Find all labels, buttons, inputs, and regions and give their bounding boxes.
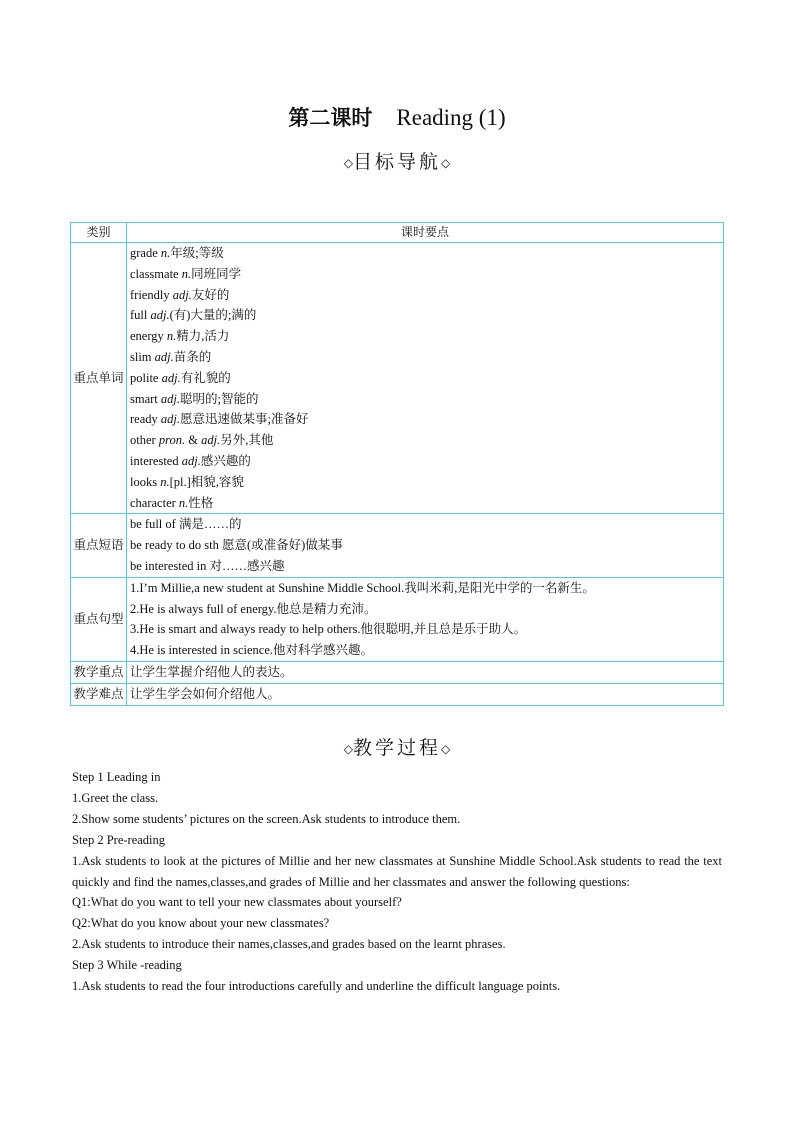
page-title (0, 101, 794, 135)
step-heading: Step 3 While -reading (72, 958, 182, 973)
vocab-item: smart adj.聪明的;智能的 (130, 391, 259, 406)
title-en: Reading (1) (396, 105, 506, 130)
paragraph: 1.Greet the class. (72, 790, 159, 805)
header-category: 类别 (71, 223, 127, 243)
paragraph: 1.Ask students to look at the pictures of Millie and her new classmates at Sunshine Middle School.Ask students to read the text quickly and find the names,classes,and grades of Millie and her classmates and answer the following questions: (72, 853, 722, 889)
process-body (72, 767, 722, 997)
sentence-item: 1.I’m Millie,a new student at Sunshine Middle School.我叫米莉,是阳光中学的一名新生。 (130, 580, 595, 595)
step-heading: Step 2 Pre-reading (72, 832, 166, 847)
row-label: 教学重点 (71, 661, 127, 683)
table-row-difficulty (71, 683, 724, 705)
row-label: 重点句型 (71, 577, 127, 661)
paragraph: Q2:What do you know about your new classmates? (72, 916, 330, 931)
vocab-item: interested adj.感兴趣的 (130, 453, 251, 468)
diamond-icon: ◇ (441, 156, 451, 170)
vocab-item: polite adj.有礼貌的 (130, 370, 231, 385)
lesson-table (70, 222, 724, 706)
phrase-item: be full of 满是……的 (130, 517, 242, 532)
row-label: 教学难点 (71, 683, 127, 705)
paragraph: 2.Ask students to introduce their names,classes,and grades based on the learnt phrases. (72, 937, 506, 952)
phrase-item: be ready to do sth 愿意(或准备好)做某事 (130, 538, 343, 553)
diamond-icon: ◇ (343, 742, 353, 756)
vocab-item: looks n.[pl.]相貌,容貌 (130, 474, 244, 489)
table-header-row (71, 223, 724, 243)
table-row-vocab (71, 243, 724, 514)
section-heading-text: 教学过程 (352, 737, 441, 759)
row-label: 重点单词 (71, 243, 127, 514)
focus-text: 让学生掌握介绍他人的表达。 (127, 661, 724, 683)
step-heading: Step 1 Leading in (72, 770, 161, 784)
paragraph: Q1:What do you want to tell your new classmates about yourself? (72, 895, 402, 910)
table-row-sentences (71, 577, 724, 661)
paragraph: 1.Ask students to read the four introductions carefully and underline the difficult language points. (72, 979, 561, 994)
vocab-item: ready adj.愿意迅速做某事;准备好 (130, 412, 309, 427)
title-cn: 第二课时 (288, 106, 373, 130)
diamond-icon: ◇ (441, 742, 451, 756)
sentence-item: 2.He is always full of energy.他总是精力充沛。 (130, 601, 377, 616)
vocab-list (127, 243, 724, 514)
section-heading-text: 目标导航 (352, 151, 441, 173)
row-label: 重点短语 (71, 514, 127, 577)
vocab-item: classmate n.同班同学 (130, 266, 242, 281)
vocab-item: friendly adj.友好的 (130, 287, 230, 302)
vocab-item: grade n.年级;等级 (130, 246, 224, 260)
vocab-item: full adj.(有)大量的;满的 (130, 308, 257, 323)
diamond-icon: ◇ (343, 156, 353, 170)
sentence-item: 4.He is interested in science.他对科学感兴趣。 (130, 643, 374, 658)
table-row-phrases (71, 514, 724, 577)
vocab-item: character n.性格 (130, 495, 214, 510)
phrase-item: be interested in 对……感兴趣 (130, 558, 285, 573)
section-heading-process (0, 733, 794, 760)
table-row-focus (71, 661, 724, 683)
sentence-item: 3.He is smart and always ready to help others.他很聪明,并且总是乐于助人。 (130, 622, 527, 637)
phrase-list (127, 514, 724, 577)
vocab-item: other pron. & adj.另外,其他 (130, 433, 274, 448)
section-heading-goals (0, 147, 794, 174)
difficulty-text: 让学生学会如何介绍他人。 (127, 683, 724, 705)
header-content: 课时要点 (127, 223, 724, 243)
sentence-list (127, 577, 724, 661)
vocab-item: slim adj.苗条的 (130, 349, 212, 364)
vocab-item: energy n.精力,活力 (130, 329, 230, 344)
paragraph: 2.Show some students’ pictures on the screen.Ask students to introduce them. (72, 811, 461, 826)
